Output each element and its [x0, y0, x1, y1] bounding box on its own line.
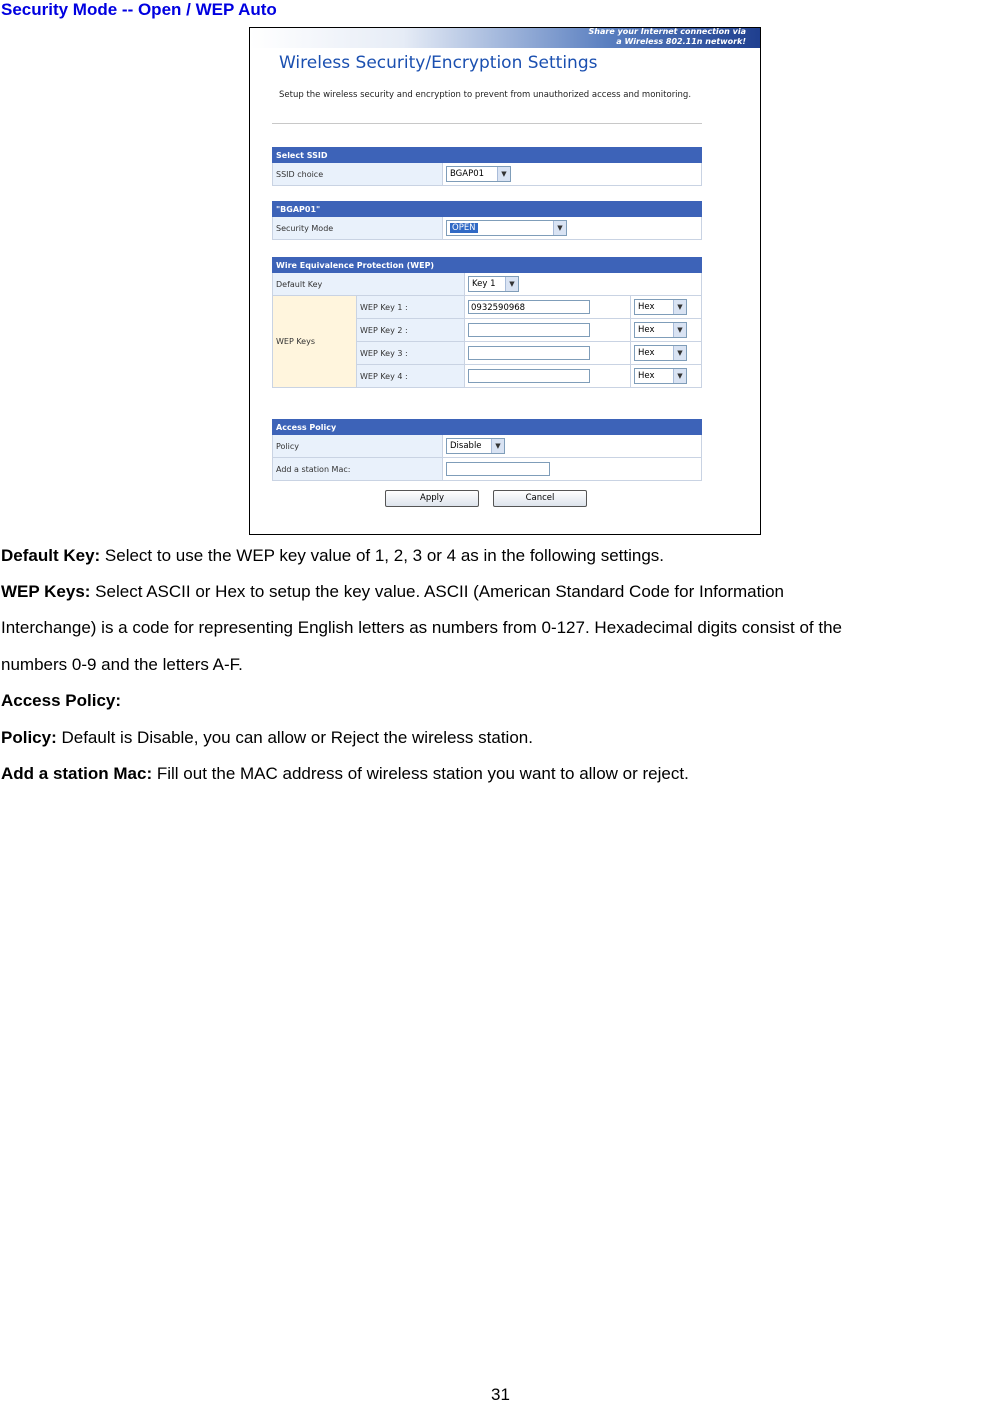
wep-key-4-label: WEP Key 4 :	[357, 365, 465, 388]
chevron-down-icon: ▼	[673, 300, 686, 314]
default-key-term: Default Key:	[1, 546, 101, 565]
section-heading: Security Mode -- Open / WEP Auto	[1, 0, 277, 19]
wep-key-2-format-select[interactable]	[634, 322, 687, 338]
policy-select[interactable]	[446, 438, 505, 454]
banner-slogan-line2: a Wireless 802.11n network!	[616, 37, 746, 46]
default-key-label: Default Key	[273, 273, 465, 296]
header-banner	[250, 28, 760, 48]
default-key-paragraph	[1, 546, 664, 566]
station-mac-term: Add a station Mac:	[1, 764, 153, 783]
default-key-value: Key 1	[472, 279, 496, 289]
default-key-select[interactable]	[468, 276, 519, 292]
router-settings-screenshot	[249, 27, 761, 535]
apply-button[interactable]: Apply	[385, 490, 479, 507]
wep-keys-label: WEP Keys	[273, 296, 357, 388]
chevron-down-icon: ▼	[497, 167, 510, 181]
policy-term: Policy:	[1, 728, 57, 747]
wep-header: Wire Equivalence Protection (WEP)	[273, 258, 702, 273]
station-mac-text: Fill out the MAC address of wireless station you want to allow or reject.	[152, 764, 689, 783]
settings-title: Wireless Security/Encryption Settings	[279, 53, 598, 73]
wep-key-1-label: WEP Key 1 :	[357, 296, 465, 319]
banner-slogan-line1: Share your Internet connection via	[588, 27, 746, 36]
policy-text: Default is Disable, you can allow or Reject the wireless station.	[56, 728, 533, 747]
policy-paragraph	[1, 728, 533, 748]
policy-value: Disable	[450, 441, 482, 451]
wep-key-1-input[interactable]: 0932590968	[468, 300, 590, 314]
select-ssid-section	[272, 147, 702, 186]
chevron-down-icon: ▼	[673, 346, 686, 360]
ssid-choice-value: BGAP01	[450, 169, 485, 179]
wep-keys-text-line1: Select ASCII or Hex to setup the key value. ASCII (American Standard Code for Information	[90, 582, 785, 601]
wep-key-3-input[interactable]	[468, 346, 590, 360]
wep-keys-term: WEP Keys:	[1, 582, 91, 601]
ssid-security-section	[272, 201, 702, 240]
chevron-down-icon: ▼	[673, 369, 686, 383]
wep-keys-text-line2: Interchange) is a code for representing English letters as numbers from 0-127. Hexadecimal digits consist of the	[1, 618, 842, 637]
wep-key-4-format-select[interactable]	[634, 368, 687, 384]
chevron-down-icon: ▼	[553, 221, 566, 235]
policy-label: Policy	[273, 435, 443, 458]
divider	[272, 123, 702, 124]
station-mac-paragraph	[1, 764, 689, 784]
wep-key-3-format-select[interactable]	[634, 345, 687, 361]
wep-section	[272, 257, 702, 388]
access-policy-term: Access Policy:	[1, 691, 122, 710]
security-mode-select[interactable]	[446, 220, 567, 236]
select-ssid-header: Select SSID	[273, 148, 702, 163]
station-mac-label: Add a station Mac:	[273, 458, 443, 481]
wep-key-2-label: WEP Key 2 :	[357, 319, 465, 342]
settings-description: Setup the wireless security and encryption to prevent from unauthorized access and monitoring.	[279, 90, 692, 100]
ssid-section-header: "BGAP01"	[273, 202, 702, 217]
wep-key-4-format: Hex	[638, 371, 655, 381]
ssid-choice-select[interactable]	[446, 166, 511, 182]
chevron-down-icon: ▼	[505, 277, 518, 291]
chevron-down-icon: ▼	[491, 439, 504, 453]
station-mac-input[interactable]	[446, 462, 550, 476]
wep-key-2-format: Hex	[638, 325, 655, 335]
wep-keys-text-line3: numbers 0-9 and the letters A-F.	[1, 655, 243, 674]
access-policy-header: Access Policy	[273, 420, 702, 435]
wep-key-2-input[interactable]	[468, 323, 590, 337]
security-mode-label: Security Mode	[273, 217, 443, 240]
default-key-text: Select to use the WEP key value of 1, 2, 3 or 4 as in the following settings.	[100, 546, 665, 565]
wep-key-3-format: Hex	[638, 348, 655, 358]
cancel-button[interactable]: Cancel	[493, 490, 587, 507]
wep-key-1-format-select[interactable]	[634, 299, 687, 315]
chevron-down-icon: ▼	[673, 323, 686, 337]
access-policy-section	[272, 419, 702, 481]
wep-key-1-format: Hex	[638, 302, 655, 312]
page-number: 31	[491, 1385, 510, 1404]
security-mode-value: OPEN	[452, 223, 476, 233]
wep-key-3-label: WEP Key 3 :	[357, 342, 465, 365]
access-policy-paragraph	[1, 691, 121, 711]
wep-key-4-input[interactable]	[468, 369, 590, 383]
wep-keys-paragraph-line1	[1, 582, 784, 602]
ssid-choice-label: SSID choice	[273, 163, 443, 186]
